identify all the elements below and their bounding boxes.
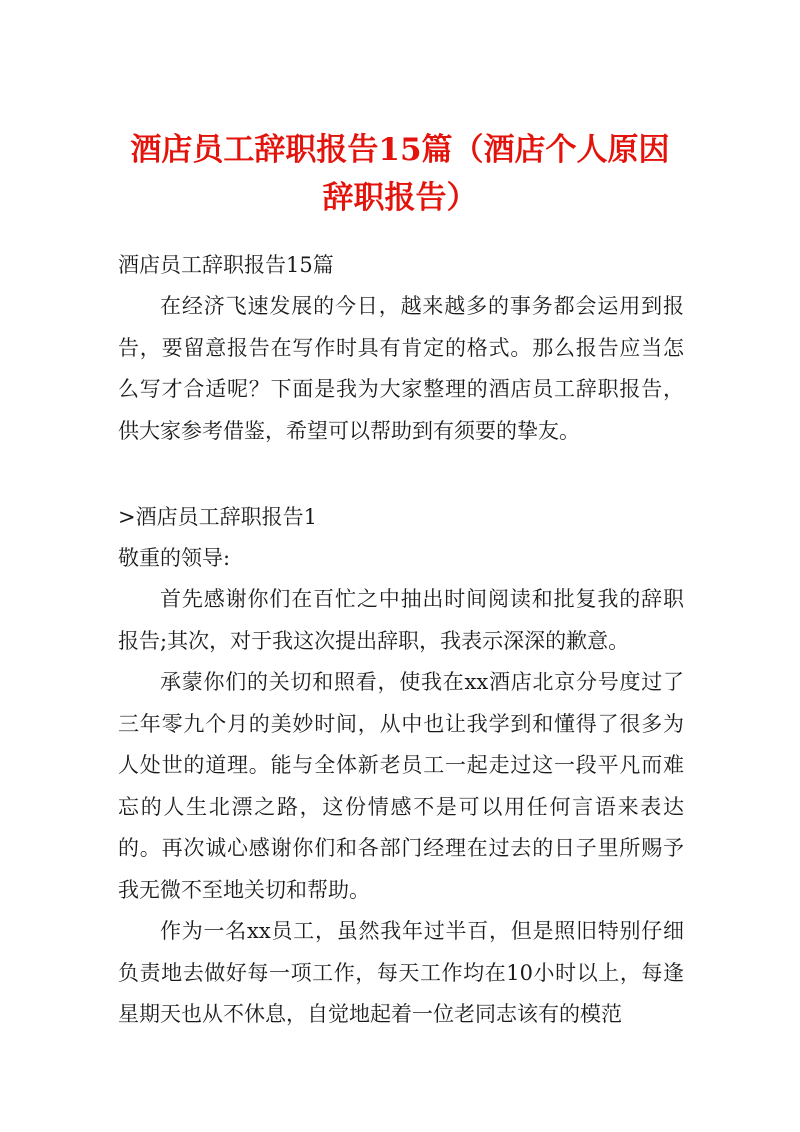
- intro-paragraph: 在经济飞速发展的今日，越来越多的事务都会运用到报告，要留意报告在写作时具有肯定的格式。那么报告应当怎么写才合适呢？下面是我为大家整理的酒店员工辞职报告，供大家参考借鉴，希望可以帮助到有须要的挚友。: [118, 294, 684, 443]
- body-paragraph: 承蒙你们的关切和照看，使我在xx酒店北京分号度过了三年零九个月的美妙时间，从中也让我学到和懂得了很多为人处世的道理。能与全体新老员工一起走过这一段平凡而难忘的人生北漂之路，这份情感不是可以用任何言语来表达的。再次诚心感谢你们和各部门经理在过去的日子里所赐予我无微不至地关切和帮助。: [118, 670, 684, 902]
- body-paragraph: 首先感谢你们在百忙之中抽出时间阅读和批复我的辞职报告;其次，对于我这次提出辞职，我表示深深的歉意。: [118, 587, 684, 653]
- salutation: 敬重的领导:: [118, 546, 231, 570]
- document-subtitle: 酒店员工辞职报告15篇: [118, 253, 334, 277]
- section-heading: >酒店员工辞职报告1: [118, 505, 317, 529]
- body-paragraph: 作为一名xx员工，虽然我年过半百，但是照旧特别仔细负责地去做好每一项工作，每天工作均在10小时以上，每逢星期天也从不休息，自觉地起着一位老同志该有的模范: [118, 919, 684, 1026]
- document-title: 酒店员工辞职报告15篇（酒店个人原因辞职报告）: [130, 132, 670, 216]
